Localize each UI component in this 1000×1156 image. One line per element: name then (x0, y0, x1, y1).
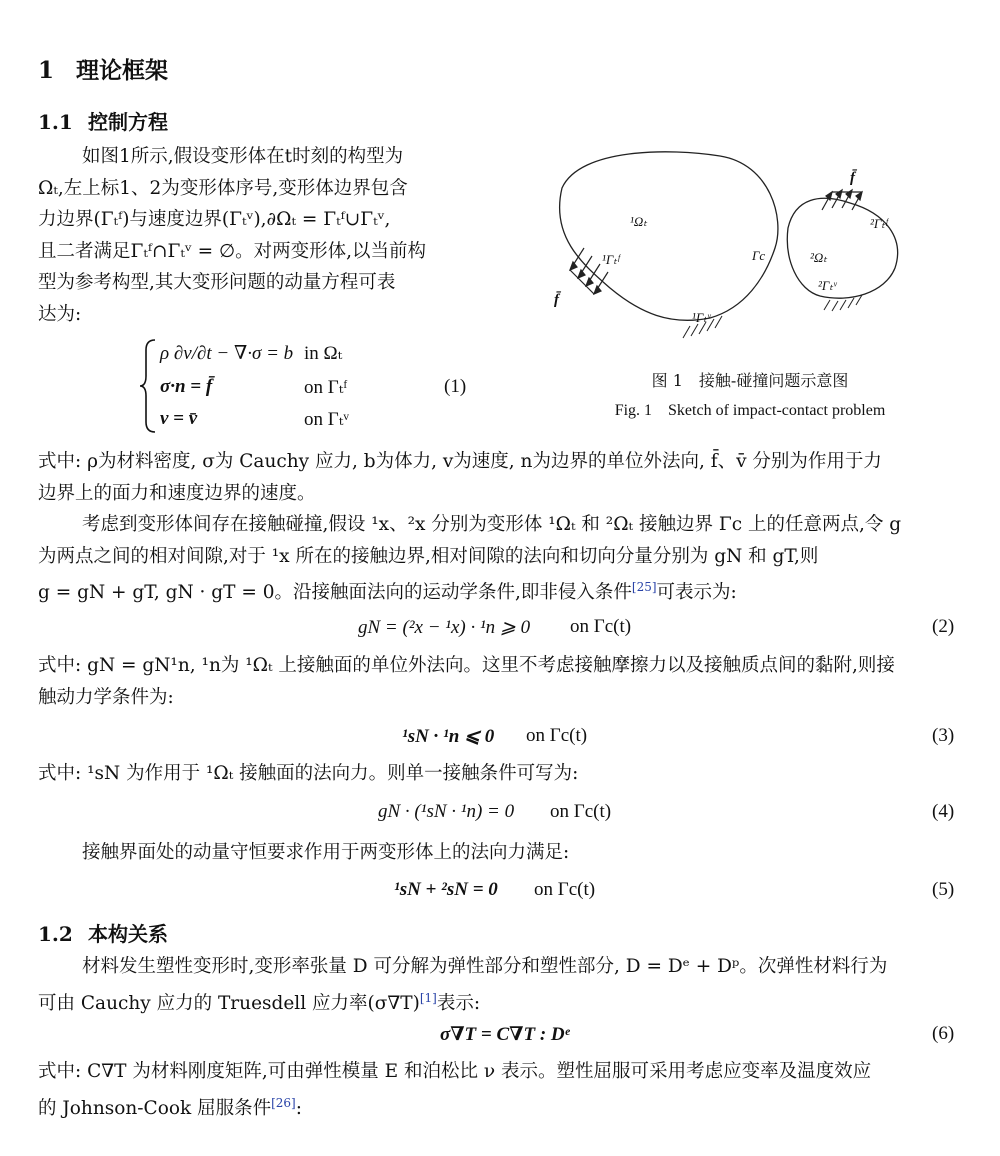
equation-2: gN = (²x − ¹x) · ¹n ⩾ 0 (358, 617, 531, 638)
subsection-heading-1-1 (38, 106, 168, 135)
section-number: 1 (38, 57, 55, 84)
paragraph-eq2-notation (38, 650, 960, 713)
intro-line: 达为: (38, 303, 82, 325)
equation-3-number: (3) (932, 725, 955, 746)
eq1-row2-cond: on Γₜᶠ (304, 377, 348, 398)
label-gamma-c: Γc (752, 248, 766, 263)
subsection-title: 本构关系 (88, 922, 168, 946)
paragraph-constitutive (38, 951, 960, 1019)
text-line: 考虑到变形体间存在接触碰撞,假设 ¹x、²x 分别为变形体 ¹Ωₜ 和 ²Ωₜ 接触边界 Γc 上的任意两点,令 g (82, 514, 902, 535)
subsection-heading-1-2 (38, 918, 168, 947)
subsection-title: 控制方程 (88, 110, 168, 134)
intro-line: 力边界(Γₜᶠ)与速度边界(Γₜᵛ),∂Ωₜ = Γₜᶠ∪Γₜᵛ, (38, 209, 391, 230)
label-gamma1-v: ¹Γₜᵛ (692, 310, 711, 325)
subsection-number: 1.1 (38, 110, 73, 134)
text-line-end: : (295, 1097, 302, 1119)
text-line: 式中: C∇T 为材料刚度矩阵,可由弹性模量 E 和泊松比 ν 表示。塑性屈服可采用考虑应变率及温度效应 (38, 1061, 872, 1082)
section-heading (38, 52, 168, 85)
text-line: 式中: gN = gN¹n, ¹n为 ¹Ωₜ 上接触面的单位外法向。这里不考虑接触摩擦力以及接触质点间的黏附,则接 (38, 655, 895, 676)
text-line: 材料发生塑性变形时,变形率张量 D 可分解为弹性部分和塑性部分, D = Dᵉ + Dᵖ。次弹性材料行为 (82, 956, 888, 977)
equation-5-cond: on Γc(t) (534, 879, 596, 900)
intro-line: 如图1所示,假设变形体在t时刻的构型为 (82, 146, 404, 167)
equation-1 (140, 336, 480, 436)
intro-paragraph (38, 141, 466, 330)
text-line-end: 可表示为: (656, 582, 737, 604)
eq1-row1: ρ ∂v/∂t − ∇·σ = b (160, 343, 294, 364)
label-gamma2-v: ²Γₜᵛ (818, 278, 837, 293)
eq1-row3: v = v̄ (160, 408, 198, 429)
paragraph-eq3-notation: 式中: ¹sN 为作用于 ¹Ωₜ 接触面的法向力。则单一接触条件可写为: (38, 763, 579, 784)
label-omega2: ²Ωₜ (810, 250, 828, 265)
label-f-bar-top: f̄ (850, 170, 855, 186)
text-line: 的 Johnson-Cook 屈服条件 (38, 1097, 272, 1119)
eq1-row1-cond: in Ωₜ (304, 343, 343, 364)
intro-line: Ωₜ,左上标1、2为变形体序号,变形体边界包含 (38, 177, 408, 199)
label-gamma2-f: ²Γₜᶠ (870, 216, 888, 231)
equation-6-number: (6) (932, 1023, 955, 1044)
equation-4-cond: on Γc(t) (550, 801, 612, 822)
equation-3-cond: on Γc(t) (526, 725, 588, 746)
eq1-number: (1) (444, 376, 467, 397)
text-line-with-cite (38, 1088, 960, 1125)
equation-2-number: (2) (932, 616, 955, 637)
label-omega1: ¹Ωₜ (630, 214, 648, 229)
paragraph-eq1-notation (38, 446, 960, 509)
paragraph-momentum: 接触界面处的动量守恒要求作用于两变形体上的法向力满足: (82, 842, 570, 863)
paragraph-contact (38, 509, 960, 609)
citation-26[interactable]: [26] (271, 1095, 296, 1110)
section-title: 理论框架 (76, 57, 168, 84)
text-line: 为两点之间的相对间隙,对于 ¹x 所在的接触边界,相对间隙的法向和切向分量分别为 gN 和 gT,则 (38, 545, 819, 567)
equation-6: σ∇T = C∇T : Dᵉ (440, 1024, 570, 1045)
text-line: 边界上的面力和速度边界的速度。 (38, 482, 316, 504)
subsection-number: 1.2 (38, 922, 73, 946)
equation-5: ¹sN + ²sN = 0 (394, 879, 498, 900)
label-f-bar-left: f̄ (554, 292, 559, 308)
text-line: 可由 Cauchy 应力的 Truesdell 应力率(σ∇T) (38, 992, 420, 1014)
text-line: 式中: ρ为材料密度, σ为 Cauchy 应力, b为体力, v为速度, n为边界的单位外法向, f̄、v̄ 分别为作用于力 (38, 451, 882, 472)
text-line-with-cite (38, 983, 960, 1020)
left-brace (140, 336, 160, 436)
citation-25[interactable]: [25] (631, 580, 657, 594)
text-line: g = gN + gT, gN · gT = 0。沿接触面法向的运动学条件,即非侵入条件 (38, 582, 632, 604)
figure-1 (540, 148, 960, 358)
text-line-end: 表示: (436, 992, 481, 1014)
eq1-row3-cond: on Γₜᵛ (304, 409, 350, 430)
equation-5-number: (5) (932, 879, 955, 900)
paragraph-johnson-cook (38, 1056, 960, 1124)
equation-3: ¹sN · ¹n ⩽ 0 (402, 726, 495, 747)
intro-line: 且二者满足Γₜᶠ∩Γₜᵛ = ∅。对两变形体,以当前构 (38, 240, 427, 262)
text-line-with-cite (38, 572, 960, 609)
label-gamma1-f: ¹Γₜᶠ (602, 252, 620, 267)
citation-1[interactable]: [1] (419, 990, 437, 1005)
equation-4: gN · (¹sN · ¹n) = 0 (378, 801, 515, 822)
equation-4-number: (4) (932, 801, 955, 822)
text-line: 触动力学条件为: (38, 686, 174, 708)
intro-line: 型为参考构型,其大变形问题的动量方程可表 (38, 272, 396, 293)
equation-2-cond: on Γc(t) (570, 616, 632, 637)
figure-caption-en: Fig. 1 Sketch of impact-contact problem (614, 402, 886, 419)
eq1-row2: σ·n = f̄ (160, 376, 213, 397)
figure-caption-cn: 图 1 接触-碰撞问题示意图 (651, 371, 849, 390)
